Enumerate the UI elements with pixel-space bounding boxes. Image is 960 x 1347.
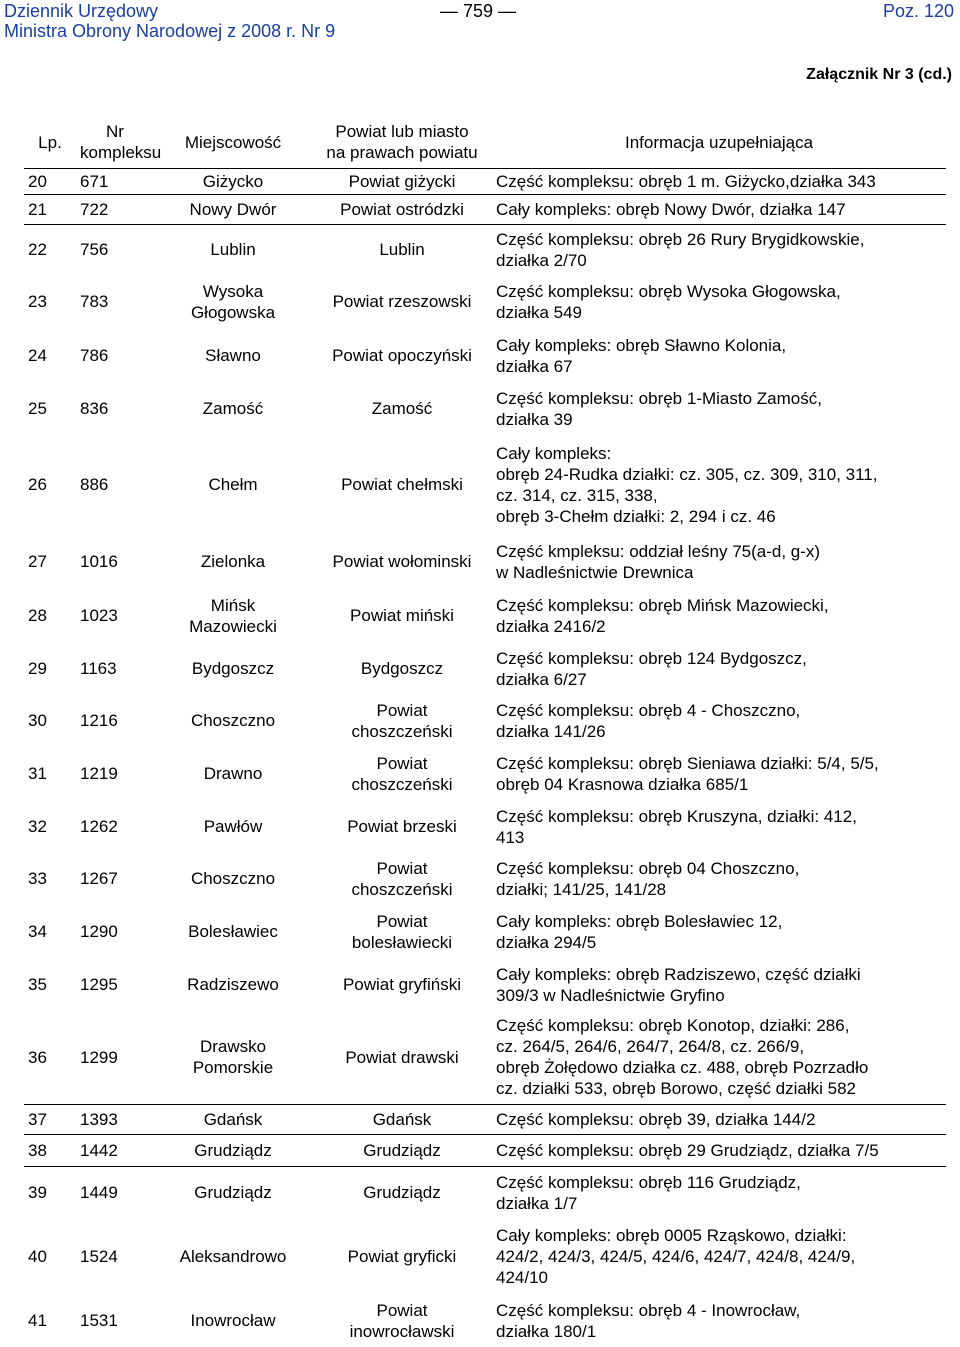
cell-lp: 39 bbox=[28, 1183, 47, 1203]
cell-info: Część kompleksu: obręb 04 Choszczno, działki; 141/25, 141/28 bbox=[496, 858, 800, 899]
cell-town: Choszczno bbox=[190, 711, 276, 730]
cell-info: Część kompleksu: obręb 4 - Inowrocław, działka 180/1 bbox=[496, 1300, 801, 1341]
table-row bbox=[24, 383, 946, 435]
cell-nr: 1219 bbox=[80, 764, 118, 783]
cell-info: Część kompleksu: obręb 124 Bydgoszcz, działka 6/27 bbox=[496, 648, 807, 689]
cell-town: Sławno bbox=[205, 346, 261, 365]
cell-town: Drawsko Pomorskie bbox=[154, 1011, 312, 1105]
cell-info: Część kompleksu: obręb Sieniawa działki: 5/4, 5/5, obręb 04 Krasnowa działka 685/1 bbox=[496, 753, 879, 794]
col-header-nr: Nr kompleksu bbox=[76, 116, 154, 169]
table-row bbox=[24, 905, 946, 959]
cell-lp: 33 bbox=[28, 869, 47, 888]
cell-lp: 29 bbox=[28, 659, 47, 678]
cell-county: Powiat wołominski bbox=[332, 552, 472, 571]
cell-county: Powiat gryficki bbox=[347, 1247, 457, 1266]
cell-nr: 1016 bbox=[80, 552, 118, 571]
cell-nr: 1216 bbox=[80, 711, 118, 730]
cell-county: Bydgoszcz bbox=[360, 659, 444, 678]
cell-county: Powiat miński bbox=[350, 606, 454, 625]
cell-county: Powiat giżycki bbox=[312, 169, 492, 195]
cell-town: Bydgoszcz bbox=[191, 659, 275, 678]
cell-lp: 36 bbox=[24, 1011, 76, 1105]
cell-info: Cały kompleks: obręb Nowy Dwór, działka 147 bbox=[492, 195, 946, 225]
cell-town: Lublin bbox=[210, 240, 256, 260]
table-row bbox=[24, 589, 946, 643]
table-row bbox=[24, 1219, 946, 1295]
cell-nr: 1023 bbox=[80, 606, 118, 625]
table-row bbox=[24, 1295, 946, 1347]
complex-table bbox=[24, 116, 946, 1347]
table-row bbox=[24, 959, 946, 1011]
cell-town: Mińsk Mazowiecki bbox=[189, 595, 277, 636]
cell-county: Powiat inowrocławski bbox=[349, 1300, 455, 1341]
cell-nr: 1267 bbox=[80, 869, 118, 888]
cell-lp: 27 bbox=[28, 552, 47, 571]
cell-town: Zamość bbox=[202, 399, 264, 418]
cell-lp: 37 bbox=[24, 1105, 76, 1135]
cell-lp: 25 bbox=[28, 399, 47, 418]
cell-town: Bolesławiec bbox=[188, 922, 278, 941]
table-row bbox=[24, 747, 946, 801]
cell-town: Chełm bbox=[208, 475, 258, 494]
cell-nr: 1262 bbox=[80, 817, 118, 836]
annex-label: Załącznik Nr 3 (cd.) bbox=[806, 66, 952, 83]
table-header-row bbox=[24, 116, 946, 169]
cell-nr: 786 bbox=[80, 346, 109, 365]
cell-info: Cały kompleks: obręb 24-Rudka działki: cz. 305, cz. 309, 310, 311, cz. 314, cz. 315, 338, obręb 3-Chełm działki: 2, 294 i cz. 46 bbox=[496, 443, 878, 526]
cell-county: Gdańsk bbox=[312, 1105, 492, 1135]
cell-county: Powiat chełmski bbox=[341, 475, 463, 494]
table-row bbox=[24, 275, 946, 329]
cell-info: Część kompleksu: obręb 29 Grudziądz, działka 7/5 bbox=[492, 1135, 946, 1167]
table-row bbox=[24, 535, 946, 589]
journal-title: Dziennik Urzędowy bbox=[4, 1, 159, 21]
cell-lp: 26 bbox=[28, 475, 47, 494]
cell-town: Grudziądz bbox=[154, 1135, 312, 1167]
cell-county: Powiat bolesławiecki bbox=[351, 911, 453, 952]
cell-nr: 1290 bbox=[80, 922, 118, 941]
cell-county: Lublin bbox=[379, 240, 425, 260]
table-row bbox=[24, 195, 946, 225]
cell-info: Część kompleksu: obręb Mińsk Mazowiecki, działka 2416/2 bbox=[496, 595, 829, 636]
cell-nr: 836 bbox=[80, 399, 109, 418]
cell-county: Powiat rzeszowski bbox=[332, 292, 472, 311]
cell-nr: 1299 bbox=[76, 1011, 154, 1105]
cell-county: Powiat gryfiński bbox=[342, 975, 462, 994]
table-row bbox=[24, 1167, 946, 1219]
table-row bbox=[24, 853, 946, 905]
table-row bbox=[24, 1135, 946, 1167]
cell-lp: 40 bbox=[28, 1247, 47, 1266]
cell-nr: 1442 bbox=[76, 1135, 154, 1167]
cell-county: Powiat choszczeński bbox=[351, 753, 453, 794]
cell-info: Cały kompleks: obręb 0005 Rząskowo, działki: 424/2, 424/3, 424/5, 424/6, 424/7, 424/8, 424/9, 424/10 bbox=[496, 1226, 856, 1287]
cell-town: Gdańsk bbox=[154, 1105, 312, 1135]
cell-info: Część kompleksu: obręb 1 m. Giżycko,działka 343 bbox=[492, 169, 946, 195]
cell-lp: 41 bbox=[28, 1311, 47, 1330]
cell-county: Powiat choszczeński bbox=[351, 700, 453, 741]
cell-lp: 20 bbox=[24, 169, 76, 195]
cell-info: Część kompleksu: obręb Kruszyna, działki: 412, 413 bbox=[496, 806, 857, 847]
cell-county: Powiat drawski bbox=[312, 1011, 492, 1105]
cell-lp: 35 bbox=[28, 975, 47, 994]
cell-nr: 1393 bbox=[76, 1105, 154, 1135]
cell-info: Część kompleksu: obręb 1-Miasto Zamość, działka 39 bbox=[496, 388, 822, 429]
cell-lp: 34 bbox=[28, 922, 47, 941]
cell-town: Aleksandrowo bbox=[179, 1247, 287, 1266]
col-header-county: Powiat lub miasto na prawach powiatu bbox=[312, 116, 492, 169]
position-number: Poz. 120 bbox=[882, 1, 954, 21]
col-header-info: Informacja uzupełniająca bbox=[492, 116, 946, 169]
cell-county: Zamość bbox=[371, 399, 433, 418]
cell-info: Część kompleksu: obręb 39, działka 144/2 bbox=[492, 1105, 946, 1135]
cell-info: Część kompleksu: obręb 116 Grudziądz, działka 1/7 bbox=[496, 1172, 801, 1213]
cell-info: Część kompleksu: obręb 26 Rury Brygidkowskie, działka 2/70 bbox=[496, 229, 865, 270]
cell-county: Powiat choszczeński bbox=[351, 858, 453, 899]
table-row bbox=[24, 1011, 946, 1105]
cell-lp: 31 bbox=[28, 764, 47, 783]
cell-county: Grudziądz bbox=[363, 1183, 441, 1203]
cell-town: Inowrocław bbox=[190, 1311, 276, 1330]
cell-town: Pawłów bbox=[203, 817, 263, 836]
cell-nr: 1531 bbox=[80, 1311, 118, 1330]
cell-info: Cały kompleks: obręb Bolesławiec 12, działka 294/5 bbox=[496, 911, 783, 952]
cell-lp: 21 bbox=[24, 195, 76, 225]
table-row bbox=[24, 169, 946, 195]
cell-town: Choszczno bbox=[190, 869, 276, 888]
table-row bbox=[24, 435, 946, 535]
cell-town: Zielonka bbox=[200, 552, 266, 571]
issuer-line: Ministra Obrony Narodowej z 2008 r. Nr 9 bbox=[4, 21, 336, 41]
cell-town: Drawno bbox=[203, 764, 263, 783]
cell-county: Powiat brzeski bbox=[347, 817, 457, 836]
cell-lp: 28 bbox=[28, 606, 47, 625]
cell-info: Część kmpleksu: oddział leśny 75(a-d, g-x) w Nadleśnictwie Drewnica bbox=[496, 541, 821, 582]
cell-town: Nowy Dwór bbox=[154, 195, 312, 225]
cell-county: Grudziądz bbox=[312, 1135, 492, 1167]
table-row bbox=[24, 225, 946, 275]
cell-info: Cały kompleks: obręb Sławno Kolonia, działka 67 bbox=[496, 335, 787, 376]
cell-town: Radziszewo bbox=[187, 975, 279, 994]
cell-town: Grudziądz bbox=[194, 1183, 272, 1203]
cell-info: Cały kompleks: obręb Radziszewo, część działki 309/3 w Nadleśnictwie Gryfino bbox=[496, 964, 861, 1005]
table-body bbox=[24, 169, 946, 1347]
cell-lp: 38 bbox=[24, 1135, 76, 1167]
cell-town: Giżycko bbox=[154, 169, 312, 195]
cell-lp: 22 bbox=[28, 240, 47, 260]
col-header-lp: Lp. bbox=[24, 116, 76, 169]
cell-nr: 722 bbox=[76, 195, 154, 225]
cell-county: Powiat opoczyński bbox=[332, 346, 472, 365]
cell-nr: 756 bbox=[80, 240, 109, 260]
page-number: — 759 — bbox=[440, 1, 517, 21]
cell-info: Część kompleksu: obręb Konotop, działki: 286, cz. 264/5, 264/6, 264/7, 264/8, cz. 266/9, obręb Żołędowo działka cz. 488, obręb Pozrzadło cz. działki 533, obręb Borowo, część działki 582 bbox=[492, 1011, 946, 1105]
table-row bbox=[24, 801, 946, 853]
cell-lp: 32 bbox=[28, 817, 47, 836]
cell-info: Część kompleksu: obręb Wysoka Głogowska, działka 549 bbox=[496, 281, 841, 322]
cell-town: Wysoka Głogowska bbox=[190, 281, 276, 322]
table-row bbox=[24, 695, 946, 747]
table-row bbox=[24, 329, 946, 383]
cell-info: Część kompleksu: obręb 4 - Choszczno, działka 141/26 bbox=[496, 700, 801, 741]
cell-nr: 1295 bbox=[80, 975, 118, 994]
cell-nr: 1163 bbox=[80, 659, 117, 678]
cell-nr: 783 bbox=[80, 292, 109, 311]
cell-county: Powiat ostródzki bbox=[312, 195, 492, 225]
cell-lp: 24 bbox=[28, 346, 47, 365]
table-row bbox=[24, 1105, 946, 1135]
cell-lp: 23 bbox=[28, 292, 47, 311]
cell-lp: 30 bbox=[28, 711, 47, 730]
cell-nr: 1524 bbox=[80, 1247, 118, 1266]
table-row bbox=[24, 643, 946, 695]
cell-nr: 671 bbox=[76, 169, 154, 195]
cell-nr: 886 bbox=[80, 475, 109, 494]
col-header-town: Miejscowość bbox=[154, 116, 312, 169]
page-header bbox=[0, 0, 960, 44]
cell-nr: 1449 bbox=[80, 1183, 118, 1203]
